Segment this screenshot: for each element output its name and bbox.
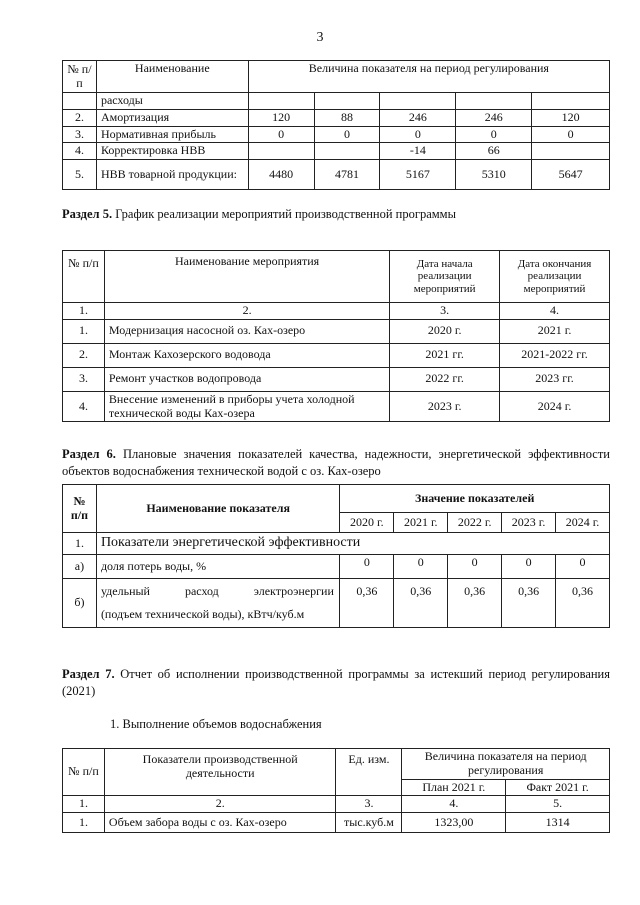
header-name: Показатели производственной деятельности xyxy=(104,749,336,796)
year-2021: 2021 г. xyxy=(394,513,448,533)
page-number: 3 xyxy=(316,30,324,45)
table-indicators xyxy=(62,484,610,628)
header-values: Значение показателей xyxy=(340,485,610,513)
table-row: б) удельный расход электроэнергии (подъем технической воды), кВтч/куб.м 0,36 0,36 0,36 0,36 0,36 xyxy=(63,579,610,628)
header-start: Дата начала реализации мероприятий xyxy=(390,251,500,303)
header-unit: Ед. изм. xyxy=(336,749,402,796)
table-row: 2. Монтаж Кахозерского водовода 2021 гг. 2021-2022 гг. xyxy=(63,343,610,367)
section5-label: Раздел 5. xyxy=(62,207,113,221)
header-num: № п/п xyxy=(63,251,105,303)
header-plan: План 2021 г. xyxy=(402,779,506,796)
table-row: 3. Ремонт участков водопровода 2022 гг. 2023 гг. xyxy=(63,367,610,391)
section7-subtitle: 1. Выполнение объемов водоснабжения xyxy=(110,717,322,731)
table-row: а) доля потерь воды, % 0 0 0 0 0 xyxy=(63,555,610,579)
header-fact: Факт 2021 г. xyxy=(506,779,610,796)
table-schedule xyxy=(62,250,610,422)
section7-heading xyxy=(62,666,610,700)
section6-heading xyxy=(62,446,610,480)
header-name: Наименование показателя xyxy=(96,485,339,533)
header-num: № п/п xyxy=(63,749,105,796)
indicator-name-line1: удельный расход электроэнергии xyxy=(100,584,334,598)
header-name: Наименование мероприятия xyxy=(104,251,389,303)
index-row: 1. 2. 3. 4. 5. xyxy=(63,796,610,813)
table-row: 2. Амортизация 120 88 246 246 120 xyxy=(63,109,610,126)
section5-heading xyxy=(62,206,610,223)
index-row: 1. 2. 3. 4. xyxy=(63,303,610,320)
table-regulation-values xyxy=(62,60,610,190)
year-2023: 2023 г. xyxy=(502,513,556,533)
group-row: 1. Показатели энергетической эффективности xyxy=(63,533,610,555)
table-row: 1. Объем забора воды с оз. Ках-озеро тыс.куб.м 1323,00 1314 xyxy=(63,813,610,833)
header-name: Наименование xyxy=(96,61,248,93)
year-2024: 2024 г. xyxy=(556,513,610,533)
header-values: Величина показателя на период регулирования xyxy=(248,61,609,93)
group-title: Показатели энергетической эффективности xyxy=(96,533,609,555)
header-num: № п/п xyxy=(63,61,97,93)
section7-label: Раздел 7. xyxy=(62,667,115,681)
year-2020: 2020 г. xyxy=(340,513,394,533)
year-2022: 2022 г. xyxy=(448,513,502,533)
header-num: № п/п xyxy=(63,485,97,533)
header-value: Величина показателя на период регулирования xyxy=(402,749,610,780)
table-row: 4. Внесение изменений в приборы учета холодной технической воды Ках-озера 2023 г. 2024 г. xyxy=(63,391,610,422)
table-row: 5. НВВ товарной продукции: 4480 4781 5167 5310 5647 xyxy=(63,160,610,190)
table-row: 3. Нормативная прибыль 0 0 0 0 0 xyxy=(63,126,610,143)
table-row: 4. Корректировка НВВ -14 66 xyxy=(63,143,610,160)
section7-title: Отчет об исполнении производственной программы за истекший период регулирования (2021) xyxy=(62,667,610,698)
section6-title: Плановые значения показателей качества, надежности, энергетической эффективности объектов водоснабжения технической водой с оз. Ках-озеро xyxy=(62,447,610,478)
table-row: расходы xyxy=(63,93,610,110)
header-end: Дата окончания реализации мероприятий xyxy=(500,251,610,303)
section5-title: График реализации мероприятий производственной программы xyxy=(115,207,456,221)
section6-label: Раздел 6. xyxy=(62,447,116,461)
table-row: 1. Модернизация насосной оз. Ках-озеро 2020 г. 2021 г. xyxy=(63,319,610,343)
table-water-supply xyxy=(62,748,610,833)
indicator-name-line2: (подъем технической воды), кВтч/куб.м xyxy=(100,606,305,621)
